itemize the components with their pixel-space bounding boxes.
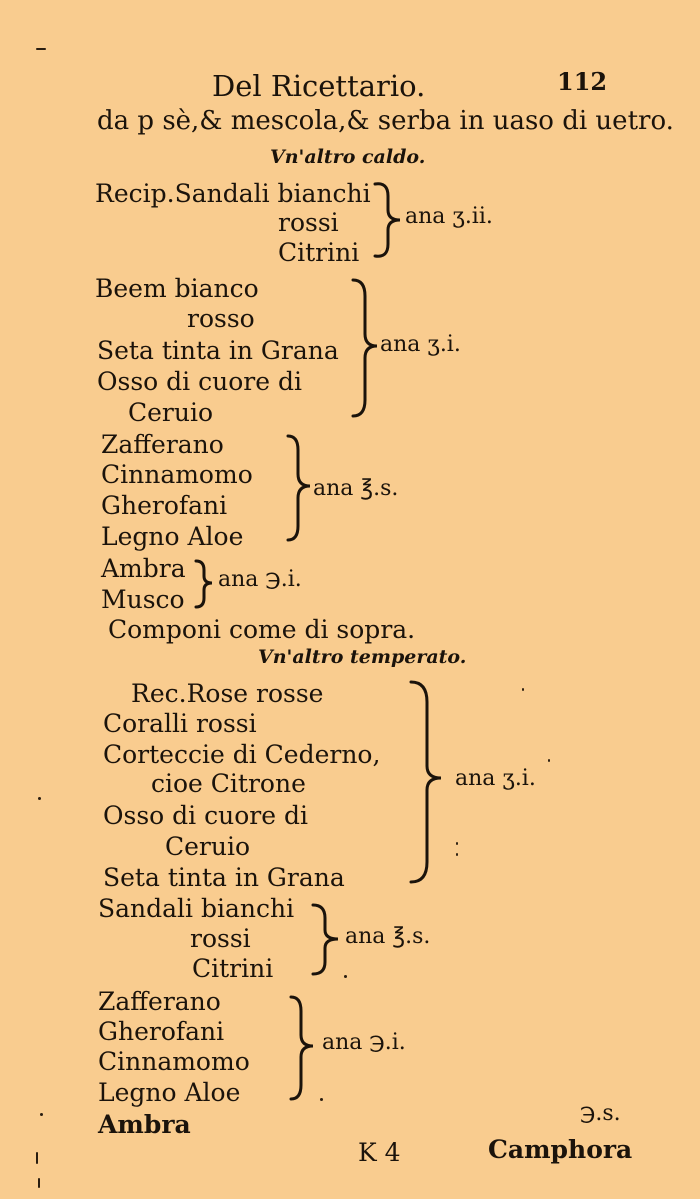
- dose-label: ana ℈.i.: [322, 1030, 406, 1055]
- recipe-item: Citrini: [192, 954, 274, 983]
- running-title: Del Ricettario.: [212, 69, 426, 103]
- recipe-item: rossi: [190, 924, 251, 953]
- ink-speck: [320, 1098, 323, 1101]
- ink-speck: [36, 1152, 38, 1164]
- dose-label: ℈.s.: [580, 1101, 621, 1126]
- recipe-item: rossi: [278, 208, 339, 237]
- recipe-item: Zafferano: [101, 430, 224, 459]
- section-heading: Vn'altro caldo.: [270, 146, 426, 168]
- recipe-item: Corteccie di Cederno,: [103, 740, 381, 769]
- recipe-item: Zafferano: [98, 987, 221, 1016]
- dose-label: ana ʒ.i.: [380, 332, 461, 357]
- recipe-item: cioe Citrone: [151, 769, 306, 798]
- recipe-item: Seta tinta in Grana: [97, 336, 339, 365]
- closing-line: Componi come di sopra.: [108, 615, 416, 644]
- recipe-item: Legno Aloe: [98, 1078, 241, 1107]
- recipe-item: Ambra: [101, 554, 186, 583]
- recipe-item: Beem bianco: [95, 274, 259, 303]
- section-heading: Vn'altro temperato.: [258, 646, 467, 668]
- recipe-item: Ceruio: [128, 398, 214, 427]
- intro-line: da p sè,& mescola,& serba in uaso di uetro.: [97, 106, 674, 136]
- ink-speck: [522, 688, 524, 691]
- recipe-item: Legno Aloe: [101, 522, 244, 551]
- recipe-item: Citrini: [278, 238, 360, 267]
- recipe-item: Gherofani: [101, 491, 228, 520]
- recipe-item: Ceruio: [165, 832, 251, 861]
- ink-speck: [456, 853, 458, 856]
- catchword: Camphora: [488, 1135, 633, 1164]
- recipe-item: rosso: [187, 304, 255, 333]
- recipe-item: Gherofani: [98, 1017, 225, 1046]
- ink-speck: [40, 1113, 43, 1116]
- dose-label: ana ℈.i.: [218, 567, 302, 592]
- recipe-item: Rec.Rose rosse: [131, 679, 324, 708]
- recipe-item: Recip.Sandali bianchi: [95, 179, 371, 208]
- ink-speck: [38, 797, 41, 800]
- brace-icon: [370, 178, 410, 262]
- dose-label: ana ℥.s.: [313, 476, 399, 501]
- recipe-item: Seta tinta in Grana: [103, 863, 345, 892]
- page-number: 112: [557, 67, 608, 96]
- brace-icon: [285, 993, 323, 1103]
- ink-speck: [548, 759, 550, 762]
- brace-icon: [308, 900, 348, 980]
- recipe-item: Musco: [101, 585, 185, 614]
- brace-icon: [192, 558, 218, 610]
- recipe-item: Cinnamomo: [98, 1047, 250, 1076]
- ink-speck: [344, 975, 347, 978]
- dose-label: ana ℥.s.: [345, 924, 431, 949]
- signature-mark: K 4: [358, 1138, 401, 1167]
- brace-icon: [345, 276, 385, 422]
- ink-speck: [36, 48, 46, 50]
- ink-speck: [38, 1178, 40, 1188]
- ink-speck: [456, 842, 458, 845]
- dose-label: ana ʒ.ii.: [405, 204, 493, 229]
- brace-icon: [405, 678, 449, 890]
- dose-label: ana ʒ.i.: [455, 766, 536, 791]
- recipe-item: Ambra: [98, 1110, 191, 1139]
- recipe-item: Osso di cuore di: [103, 801, 308, 830]
- recipe-item: Sandali bianchi: [98, 894, 295, 923]
- recipe-item: Osso di cuore di: [97, 367, 302, 396]
- recipe-item: Coralli rossi: [103, 709, 257, 738]
- recipe-item: Cinnamomo: [101, 460, 253, 489]
